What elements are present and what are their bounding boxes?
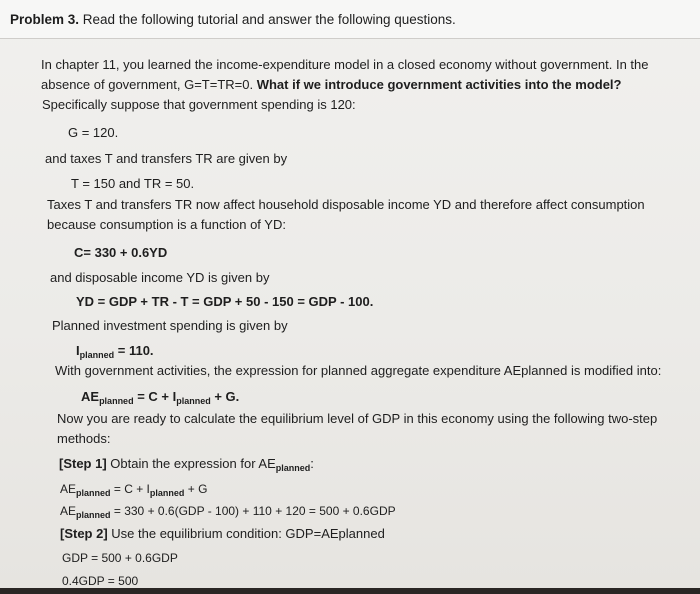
problem-heading: Problem 3. bbox=[10, 12, 80, 27]
bottom-edge bbox=[0, 588, 700, 594]
ae-subscript: planned bbox=[99, 396, 134, 406]
s1l1-plus-g: + G bbox=[184, 482, 208, 496]
step-1-heading bbox=[59, 456, 314, 472]
investment-symbol: I bbox=[76, 343, 80, 358]
investment-intro: Planned investment spending is given by bbox=[52, 318, 288, 333]
problem-header bbox=[0, 0, 700, 39]
step-1-line-1 bbox=[60, 481, 207, 497]
equation-g: G = 120. bbox=[68, 125, 119, 140]
investment-value: = 110. bbox=[114, 343, 154, 358]
step-2-line-2: 0.4GDP = 500 bbox=[62, 574, 139, 588]
step-1-colon: : bbox=[310, 456, 314, 471]
intro-line-1: In chapter 11, you learned the income-expenditure model in a closed economy without government. In the bbox=[41, 57, 649, 72]
intro-line-2 bbox=[41, 77, 621, 93]
s1l1-ae: AE bbox=[60, 482, 77, 496]
s1l1-c-plus-i: = C + I bbox=[110, 482, 150, 496]
ae-intro: With government activities, the expression for planned aggregate expenditure AEplanned is modified into: bbox=[55, 363, 662, 378]
calc-line-2: methods: bbox=[57, 431, 111, 446]
equation-yd: YD = GDP + TR - T = GDP + 50 - 150 = GDP - 100. bbox=[76, 294, 374, 309]
equation-t-tr: T = 150 and TR = 50. bbox=[71, 176, 195, 191]
intro-question: What if we introduce government activities into the model? bbox=[256, 77, 622, 92]
ae-i-subscript: planned bbox=[176, 396, 211, 406]
s1l2-expression: = 330 + 0.6(GDP - 100) + 110 + 120 = 500 + 0.6GDP bbox=[110, 504, 396, 518]
problem-title bbox=[10, 12, 456, 27]
investment-subscript: planned bbox=[79, 350, 115, 360]
step-1-line-2 bbox=[60, 503, 396, 519]
calc-line-1: Now you are ready to calculate the equilibrium level of GDP in this economy using the following two-step bbox=[57, 411, 658, 426]
step-2-line-1: GDP = 500 + 0.6GDP bbox=[62, 551, 178, 565]
intro-line-3: Specifically suppose that government spending is 120: bbox=[42, 97, 356, 112]
step-1-subscript: planned bbox=[275, 463, 311, 473]
s1l2-ae-sub: planned bbox=[76, 510, 111, 520]
equation-ae bbox=[81, 389, 239, 405]
s1l1-i-sub: planned bbox=[149, 488, 185, 498]
step-2-label: [Step 2] bbox=[60, 526, 108, 541]
intro-line-2-plain: absence of government, G=T=TR=0. bbox=[41, 77, 254, 92]
equation-consumption: C= 330 + 0.6YD bbox=[74, 245, 168, 260]
yd-line-2: because consumption is a function of YD: bbox=[47, 217, 286, 232]
yd-given: and disposable income YD is given by bbox=[50, 270, 270, 285]
step-1-text: Obtain the expression for AE bbox=[106, 456, 276, 471]
ae-plus-g: + G. bbox=[210, 389, 240, 404]
s1l2-ae: AE bbox=[60, 504, 77, 518]
s1l1-ae-sub: planned bbox=[76, 488, 111, 498]
ae-c-plus-i: = C + I bbox=[133, 389, 177, 404]
step-2-heading bbox=[60, 526, 385, 542]
ae-symbol: AE bbox=[81, 389, 100, 404]
problem-instruction: Read the following tutorial and answer the following questions. bbox=[82, 12, 456, 27]
taxes-intro: and taxes T and transfers TR are given by bbox=[45, 151, 288, 166]
equation-investment bbox=[76, 343, 154, 359]
yd-line-1: Taxes T and transfers TR now affect household disposable income YD and therefore affect consumption bbox=[47, 197, 645, 212]
step-2-text: Use the equilibrium condition: GDP=AEplanned bbox=[107, 526, 385, 541]
step-1-label: [Step 1] bbox=[59, 456, 107, 471]
